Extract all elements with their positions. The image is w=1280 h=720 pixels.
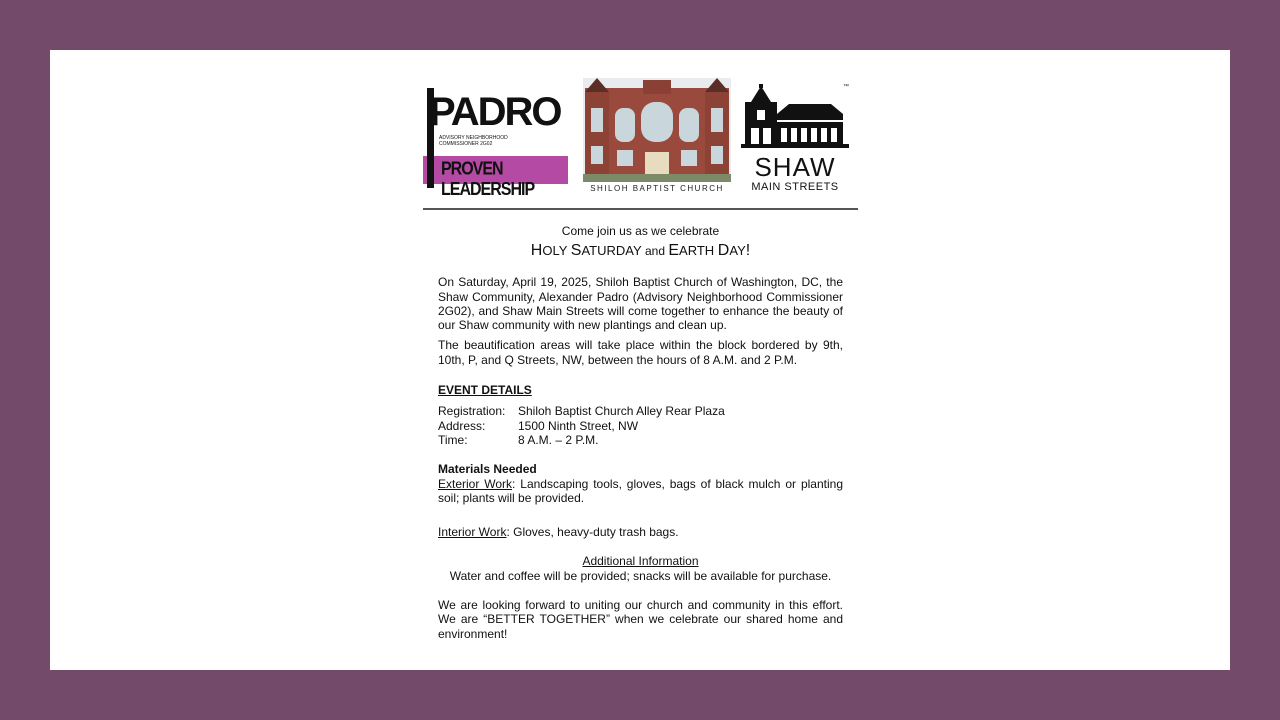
interior-work-description: : Gloves, heavy-duty trash bags. <box>506 525 679 540</box>
event-details-title: EVENT DETAILS <box>438 383 532 398</box>
logo-header <box>423 78 858 210</box>
headline-and: and <box>641 244 669 259</box>
headline-smallcaps: AY <box>729 243 746 259</box>
headline-letter: D <box>717 242 730 260</box>
closing-paragraph: We are looking forward to uniting our church and community in this effort. We are “BETTER TOGETHER” when we celebrate our shared home and environment! <box>438 598 843 641</box>
headline <box>438 240 843 262</box>
shaw-logo-subtitle: MAIN STREETS <box>751 181 839 193</box>
shaw-building-icon <box>741 84 849 150</box>
detail-value: 1500 Ninth Street, NW <box>518 418 639 433</box>
headline-letter: S <box>570 242 582 260</box>
shaw-trademark: ™ <box>843 84 849 90</box>
interior-work-text <box>438 525 843 539</box>
padro-logo <box>423 88 570 200</box>
shaw-main-streets-logo <box>741 84 853 200</box>
additional-info-title: Additional Information <box>582 554 699 569</box>
church-name-caption: SHILOH BAPTIST CHURCH <box>590 184 724 193</box>
event-flyer <box>423 78 858 641</box>
shaw-logo-name: SHAW <box>754 152 836 182</box>
exterior-work-label: Exterior Work <box>438 476 513 491</box>
padro-logo-subtitle: ADVISORY NEIGHBORHOOD COMMISSIONER 2G02 <box>439 135 508 147</box>
headline-end: ! <box>745 242 751 260</box>
detail-row-registration <box>438 404 843 418</box>
detail-value: Shiloh Baptist Church Alley Rear Plaza <box>518 404 725 419</box>
detail-label: Address: <box>438 418 486 433</box>
detail-row-time <box>438 433 843 447</box>
event-details-list <box>438 404 843 447</box>
exterior-work-description: : Landscaping tools, gloves, bags of black mulch or planting soil; plants will be provided. <box>438 476 843 505</box>
additional-info-text: Water and coffee will be provided; snacks will be available for purchase. <box>449 568 832 583</box>
slide <box>50 50 1230 670</box>
location-paragraph: The beautification areas will take place within the block bordered by 9th, 10th, P, and Q Streets, NW, between the hours of 8 A.M. and 2 P.M. <box>438 338 843 367</box>
church-building-image <box>583 78 731 182</box>
flyer-content <box>423 224 858 641</box>
detail-label: Registration: <box>438 404 506 419</box>
intro-paragraph: On Saturday, April 19, 2025, Shiloh Baptist Church of Washington, DC, the Shaw Community, Alexander Padro (Advisory Neighborhood Commissioner 2G02), and Shaw Main Streets will come together to enhance the beauty of our Shaw community with new plantings and clean up. <box>438 275 843 333</box>
headline-smallcaps: ATURDAY <box>581 243 642 259</box>
materials-title: Materials Needed <box>438 462 537 477</box>
headline-letter: E <box>668 242 680 260</box>
interior-work-label: Interior Work <box>438 525 507 540</box>
detail-value: 8 A.M. – 2 P.M. <box>518 432 599 447</box>
padro-logo-name: PADRO <box>429 90 561 134</box>
detail-label: Time: <box>438 432 468 447</box>
exterior-work-text <box>438 477 843 506</box>
detail-row-address <box>438 419 843 433</box>
headline-letter: H <box>530 242 543 260</box>
headline-smallcaps: OLY <box>542 243 571 259</box>
intro-line: Come join us as we celebrate <box>561 224 720 238</box>
church-photo <box>583 78 731 198</box>
padro-logo-tagline: PROVEN LEADERSHIP <box>441 159 535 200</box>
headline-smallcaps: ARTH <box>679 243 718 259</box>
